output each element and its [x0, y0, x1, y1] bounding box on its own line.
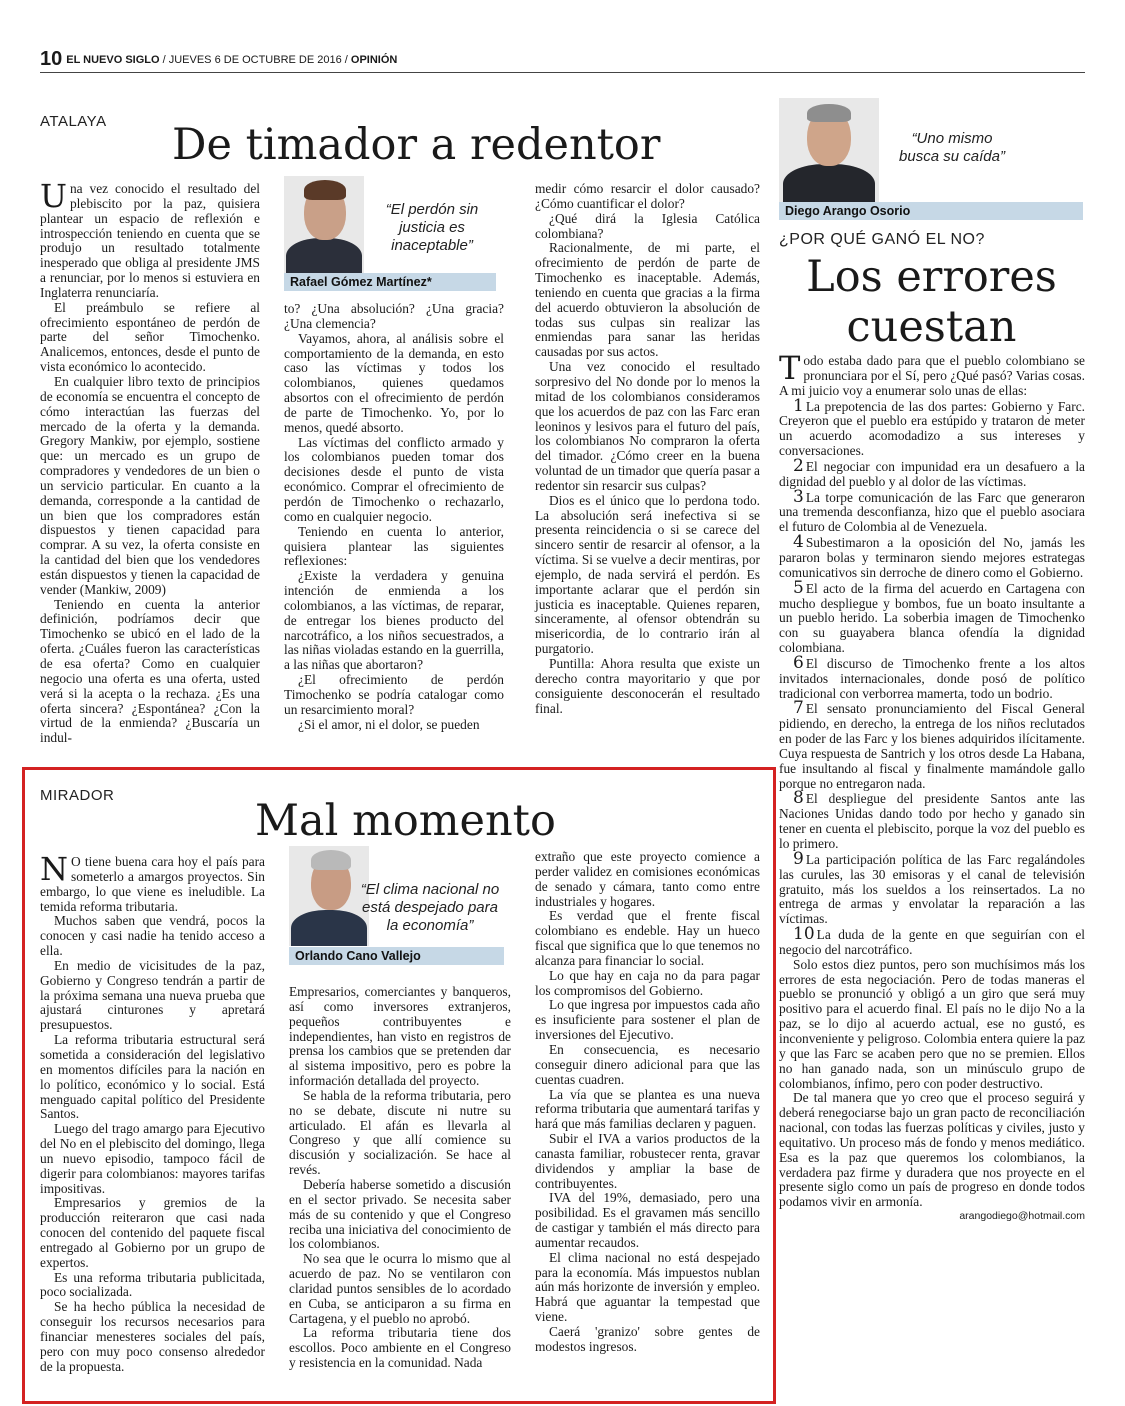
author-photo-rafael [284, 176, 364, 276]
paragraph: Racionalmente, de mi parte, el ofrecimiento de perdón de parte de Timochenko es inaceptable. Además, teniendo en cuenta que gracias a la firma del acuerdo obtuvieron la absolución de todas sus culpas sin realizar las enmiendas para sanar las heridas causadas por sus actos. [535, 240, 760, 360]
drop-cap: U [40, 177, 67, 215]
paragraph: Teniendo en cuenta lo anterior, quisiera plantear las siguientes reflexiones: [284, 523, 504, 569]
paragraph: to? ¿Una absolución? ¿Una gracia? ¿Una clemencia? [284, 301, 504, 331]
paragraph: Una vez conocido el resultado sorpresivo del No donde por lo menos la mitad de los colombianos consideramos que los acuerdos de paz con las Farc eran leoninos y lesivos para el futuro del país, los colombianos No compraron la oferta del timador. ¿Cómo creer en la buena voluntad de un timador que quería pasar a redentor sin resarcir sus culpas? [535, 359, 760, 493]
paragraph: No sea que le ocurra lo mismo que al acuerdo de paz. No se ventilaron con claridad puntos sensibles de lo acordado en Cuba, se anticiparon a su firma en Cartagena, y el pueblo no aprobó. [289, 1251, 511, 1326]
paragraph: La vía que se plantea es una nueva reforma tributaria que aumentará tarifas y hará que más familias declaren y paguen. [535, 1086, 760, 1132]
paragraph: Puntilla: Ahora resulta que existe un derecho contra mayoritario y que por consiguiente desconocerán el resultado final. [535, 656, 760, 716]
paragraph: N O tiene buena cara hoy el país para someterlo a amargos proyectos. Sin embargo, lo que viene es ineludible. La temida reforma tributaria. [40, 850, 265, 914]
paragraph: Empresarios y gremios de la producción reiteraron que casi nada conocen del contenido del paquete fiscal entregado al Gobierno por un grupo de expertos. [40, 1195, 265, 1270]
paragraph: En cualquier libro texto de principios de economía se encuentra el concepto de cómo interactúan las fuerzas del mercado de la oferta y la demanda. Gregory Mankiw, por ejemplo, sostiene que: un mercado es un grupo de compradores y vendedores de un bien o un servicio particular. En cuanto a la demanda, corresponde a la cantidad de un bien que los compradores están dispuestos y tienen capacidad para comprar. A su vez, la oferta consiste en la cantidad del bien que los vendedores están dispuestos y tienen la capacidad de vender (Mankiw, 2009) [40, 373, 260, 597]
list-item: 6 El discurso de Timochenko frente a los altos invitados internacionales, donde posó de político tradicional con verborrea mamerta, todo un bodrio. [779, 652, 1085, 701]
mirador-byline: Orlando Cano Vallejo [289, 947, 504, 965]
author-photo-diego [779, 98, 879, 206]
publication-name: EL NUEVO SIGLO [66, 54, 160, 66]
paragraph: En medio de vicisitudes de la paz, Gobierno y Congreso tendrán a partir de la próxima semana una nueva prueba que ajustará cinturones y apretará presupuestos. [40, 957, 265, 1033]
paragraph: ¿Existe la verdadera y genuina intención de enmienda a los colombianos, a las víctimas, de reparar, de entregar los bienes producto del narcotráfico, a los niños secuestrados, a las niñas violadas estando en la guerrilla, a las niñas que abortaron? [284, 568, 504, 673]
paragraph: El clima nacional no está despejado para la economía. Más impuestos nublan aún más horizonte de inversión y empleo. Habrá que aguantar la tempestad que viene. [535, 1249, 760, 1325]
paragraph: Dios es el único que lo perdona todo. La absolución será inefectiva si se presenta reincidencia o si se carece del sincero sentir de resarcir al ofensor, a la víctima. Si se vuelve a decir mentiras, por ejemplo, de nada servirá el perdón. Es importante aclarar que el perdón sin justicia es inaceptable. Quienes reparen, sinceramente, al ofensor obtendrán su misericordia, de lo contrario irán al purgatorio. [535, 492, 760, 657]
author-email: arangodiego@hotmail.com [959, 1210, 1085, 1223]
paragraph: Lo que ingresa por impuestos cada año es insuficiente para sostener el plan de inversiones del Ejecutivo. [535, 997, 760, 1043]
atalaya-column-3 [535, 182, 760, 716]
paragraph: ¿El ofrecimiento de perdón Timochenko se podría catalogar como un resarcimiento moral? [284, 672, 504, 717]
page-number: 10 [40, 48, 63, 70]
paragraph: Vayamos, ahora, al análisis sobre el comportamiento de la demanda, en esto caso las víctimas y todos los colombianos, quienes quedamos absortos con el ofrecimiento de perdón de parte de Timochenko. Yo, por lo menos, quedé absorto. [284, 330, 504, 435]
paragraph: Es una reforma tributaria publicitada, poco socializada. [40, 1269, 265, 1300]
paragraph: IVA del 19%, demasiado, pero una posibilidad. Es el gravamen más sencillo de castigar y también el más directo para aumentar recaudos. [535, 1190, 760, 1250]
atalaya-section-label: ATALAYA [40, 113, 107, 130]
right-headline-line-1: Los errores [806, 252, 1057, 302]
right-column-body [779, 349, 1085, 1223]
paragraph: extraño que este proyecto comience a perder validez en comisiones económicas de senado y cámara, tanto como entre industriales y hogares. [535, 849, 760, 909]
paragraph: La reforma tributaria tiene dos escollos. Poco ambiente en el Congreso y resistencia en la comunidad. Nada [289, 1325, 511, 1371]
paragraph: Subir el IVA a varios productos de la canasta familiar, robustecer renta, gravar dividendos y ampliar la base de contribuyentes. [535, 1131, 760, 1191]
paragraph: Muchos saben que vendrá, pocos la conocen y casi nadie ha tenido acceso a ella. [40, 913, 265, 959]
list-item: 8 El despliegue del presidente Santos ante las Naciones Unidas dando todo por hecho y ganado sin tener en cuenta el plebiscito, porque la voz del pueblo es lo primero. [779, 788, 1085, 851]
list-item: 3 La torpe comunicación de las Farc que generaron una tremenda desconfianza, hizo que el pueblo asociara el futuro de Colombia al de Venezuela. [779, 486, 1085, 535]
paragraph: Todo estaba dado para que el pueblo colombiano se pronunciara por el Sí, pero ¿Qué pasó? Varias cosas. A mi juicio voy a enumerar solo unas de ellas: [779, 349, 1085, 398]
paragraph: El preámbulo se refiere al ofrecimiento espontáneo de perdón de parte del señor Timochenko. Analicemos, entonces, desde el punto de vista económico lo acontecido. [40, 299, 260, 375]
paragraph: Caerá 'granizo' sobre gentes de modestos ingresos. [535, 1324, 760, 1354]
paragraph: Empresarios, comerciantes y banqueros, así como inversores extranjeros, pequeños contribuyentes e independientes, han visto en registros de prensa los cambios que se pretenden dar al sistema impositivo, pero es pobre la información detallada del proyecto. [289, 984, 511, 1089]
paragraph: Debería haberse sometido a discusión en el sector privado. Se necesita saber más de su contenido y que el Congreso reciba una iniciativa del conocimiento de los colombianos. [289, 1176, 511, 1252]
paragraph: Teniendo en cuenta la anterior definición, podríamos decir que Timochenko se ubicó en el lado de la oferta. ¿Cuáles fueron las características de esa oferta? Como en cualquier negocio una oferta es una oferta, usted verá si la acepta o la rechaza. ¿Es una oferta sincera? ¿Espontánea? ¿Con la virtud de la enmienda? ¿Buscaría un indul- [40, 596, 260, 746]
list-item: 10 La duda de la gente en que seguirían con el negocio del narcotráfico. [779, 924, 1085, 957]
mirador-column-2 [289, 985, 511, 1371]
paragraph: Una vez conocido el resultado del plebiscito por la paz, quisiera plantear un espacio de reflexión e introspección teniendo en cuenta que se produjo un resultado totalmente inesperado que obliga al presidente JMS a renunciar, por lo menos si estuviera en Inglaterra renunciaría. [40, 177, 260, 300]
mirador-section-label: MIRADOR [40, 787, 115, 804]
paragraph: medir cómo resarcir el dolor causado? ¿Cómo cuantificar el dolor? [535, 181, 760, 211]
mirador-column-3 [535, 850, 760, 1355]
paragraph: Las víctimas del conflicto armado y los colombianos pueden tomar dos decisiones desde el punto de vista económico. Comprar el ofrecimiento de perdón de Timochenko o rechazarlo, como en cualquier negocio. [284, 434, 504, 524]
date-line: / JUEVES 6 DE OCTUBRE DE 2016 / [159, 54, 351, 66]
drop-cap: T [779, 349, 801, 387]
paragraph: De tal manera que yo creo que el proceso seguirá y deberá renegociarse bajo un gran pacto de reconciliación nacional, con todas las fuerzas políticas y civiles, justo y equitativo. Un proceso más de fondo y menos mediático. Esa es la paz que queremos los colombianos, la verdadera paz firme y duradera que nos proyecte en el presente siglo como un país de progreso en donde todos podamos vivir en armonía. [779, 1090, 1085, 1210]
paragraph: En consecuencia, es necesario conseguir dinero adicional para que las cuentas cuadren. [535, 1041, 760, 1087]
paragraph: Luego del trago amargo para Ejecutivo del No en el plebiscito del domingo, llega un nuevo episodio, tampoco fácil de digerir para colombianos: mayores tarifas impositivas. [40, 1121, 265, 1196]
paragraph: Se ha hecho pública la necesidad de conseguir los recursos necesarios para financiar menesteres sociales del país, pero con muy poco consenso alrededor de la propuesta. [40, 1299, 265, 1374]
right-kicker: ¿POR QUÉ GANÓ EL NO? [779, 231, 985, 248]
paragraph: ¿Qué dirá la Iglesia Católica colombiana? [535, 210, 760, 241]
list-item: 9 La participación política de las Farc regalándoles las curules, las 30 emisoras y el canal de televisión gratuito, más los sueldos a los reinsertados. La no entrega de armas y envolatar la reparación a las víctimas. [779, 848, 1085, 927]
section-name: OPINIÓN [350, 54, 398, 66]
list-item: 2 El negociar con impunidad era un desafuero a la dignidad del pueblo y al dolor de las víctimas. [779, 455, 1085, 489]
right-pull-quote: “Uno mismo busca su caída” [899, 130, 1005, 165]
right-headline-line-2: cuestan [846, 302, 1017, 352]
paragraph: ¿Si el amor, ni el dolor, se pueden [298, 716, 480, 732]
atalaya-pull-quote: “El perdón sin justicia es inaceptable” [385, 201, 479, 254]
list-item: 4 Subestimaron a la oposición del No, jamás les pararon bolas y terminaron siendo mejores estrategas comunicativos sin derroche de dinero como el Gobierno. [779, 532, 1085, 580]
atalaya-headline: De timador a redentor [172, 120, 661, 170]
paragraph: Se habla de la reforma tributaria, pero no se debate, discute ni nutre su articulado. El afán es llevarla al Congreso y que allí comience su discusión y socialización. Se hace al revés. [289, 1087, 511, 1178]
list-item: 7 El sensato pronunciamiento del Fiscal General pidiendo, en derecho, la entrega de los niños reclutados en poder de las Farc y los bienes adquiridos ilícitamente. Cuya respuesta de Santrich y los otros desde La Habana, fue insultando al fiscal y finalmente mamándole gallo porque no entregaron nada. [779, 698, 1085, 791]
mirador-column-1 [40, 850, 265, 1375]
paragraph: La reforma tributaria estructural será sometida a consideración del legislativo en momentos difíciles para la nación en lo político, económico y lo social. Está menguado capital político del Presidente Santos. [40, 1032, 265, 1122]
paragraph: Lo que hay en caja no da para pagar los compromisos del Gobierno. [535, 967, 760, 998]
right-byline: Diego Arango Osorio [779, 202, 1083, 220]
author-photo-orlando [289, 846, 369, 946]
paragraph: Solo estos diez puntos, pero son muchísimos más los errores de esta negociación. Pero de todas maneras el pueblo se pronunció y obligó a un giro que será muy positivo para el acuerdo final. El país no le dijo No a la paz, se lo dijo al acuerdo actual, ese no gustó, es inconveniente y peligroso. Colombia entera quiere la paz y que las Farc se acaben pero que no se premien. Ellos no han ganado nada, son un minúsculo grupo de colombianos, ínfimo, pero con poder destructivo. [779, 956, 1085, 1091]
paragraph: Es verdad que el frente fiscal colombiano es endeble. Hay un hueco fiscal que significa que lo que tenemos no alcanza para financiar lo social. [535, 908, 760, 968]
mirador-pull-quote: “El clima nacional no está despejado para la economía” [360, 881, 500, 934]
atalaya-column-2 [284, 302, 504, 732]
right-headline [779, 252, 1084, 352]
atalaya-column-1 [40, 177, 260, 746]
drop-cap: N [40, 850, 68, 888]
list-item: 1 La prepotencia de las dos partes: Gobierno y Farc. Creyeron que el pueblo era estúpido y trataron de meter un acuerdo acomodadizo a sus intereses y conversaciones. [779, 395, 1085, 459]
atalaya-byline: Rafael Gómez Martínez* [284, 273, 496, 291]
list-item: 5 El acto de la firma del acuerdo en Cartagena con mucho despliegue y bombos, fue un boato insultante a un pueblo herido. La soberbia imagen de Timochenko con su guayabera blanca ofendía la dignidad colombiana. [779, 577, 1085, 656]
page-header [40, 48, 1085, 73]
mirador-headline: Mal momento [255, 796, 556, 846]
